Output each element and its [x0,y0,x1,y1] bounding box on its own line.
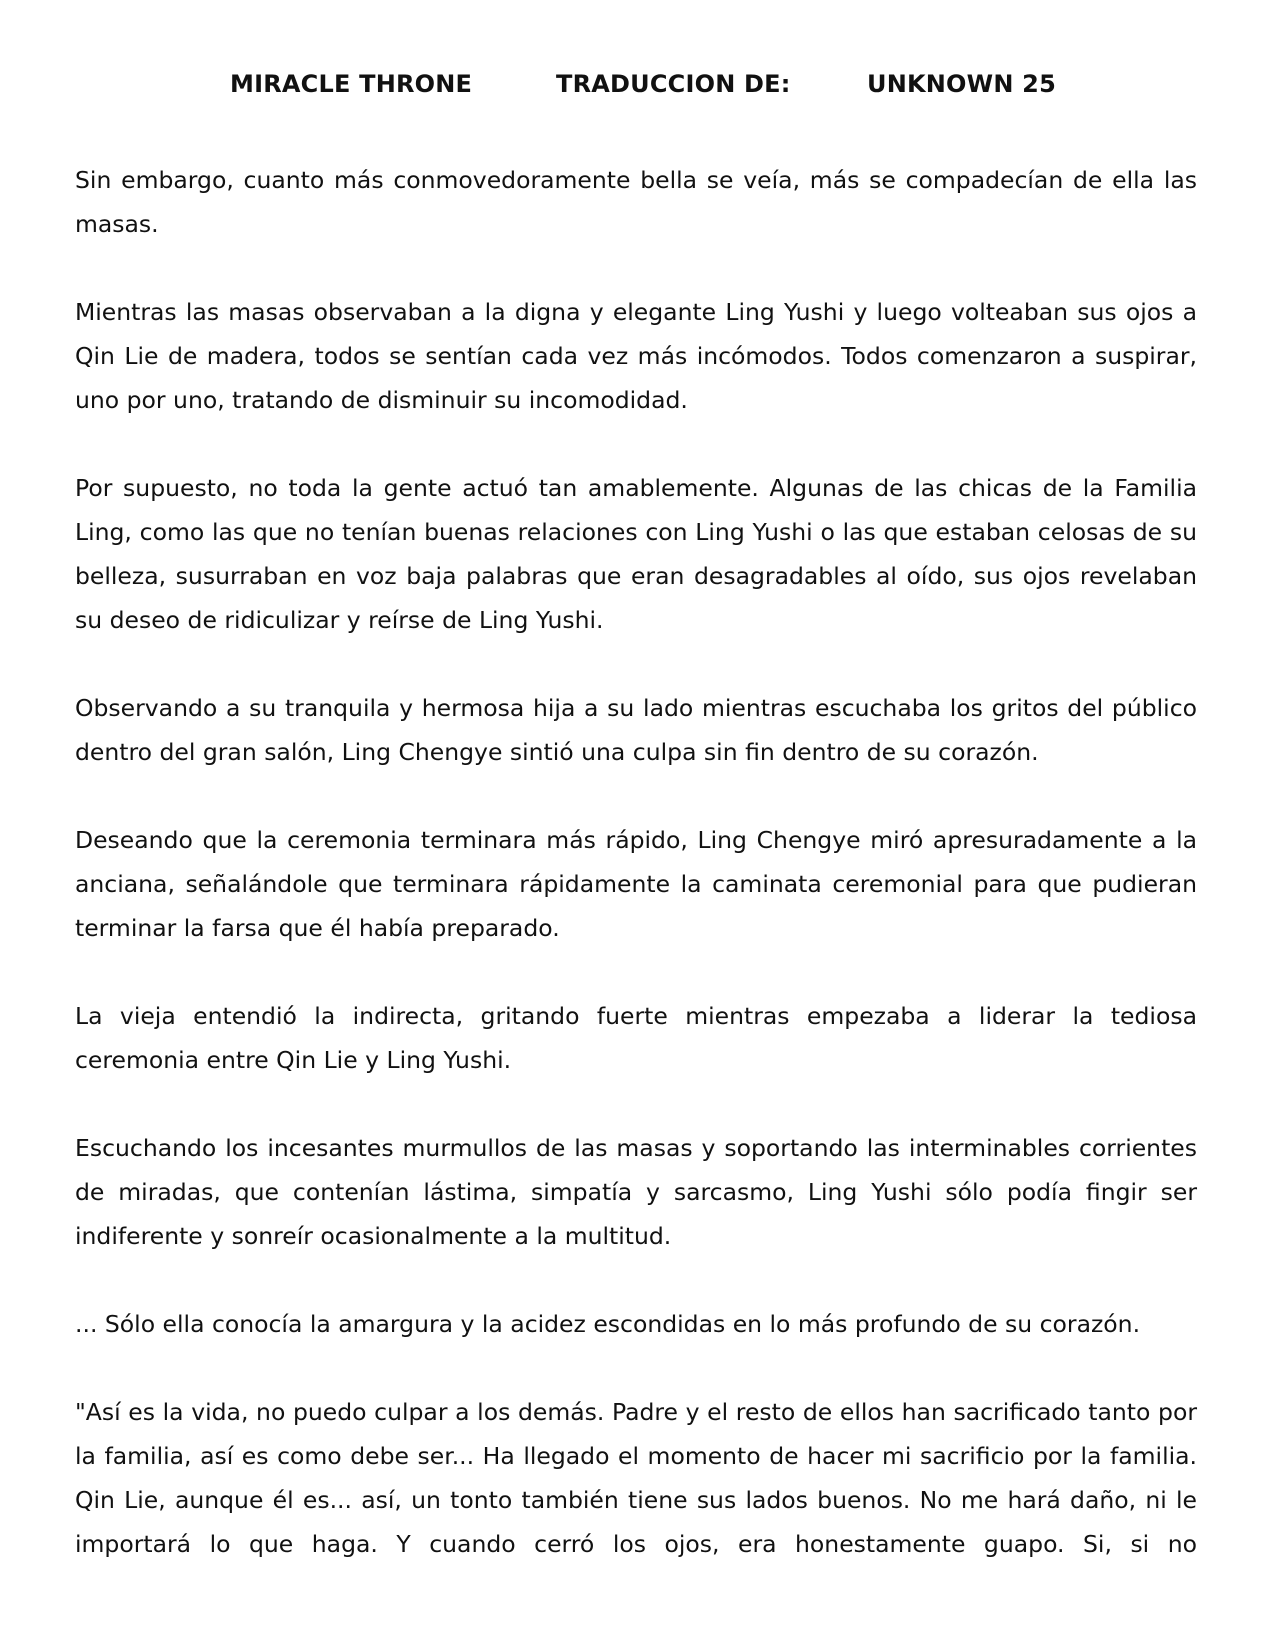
paragraph: ... Sólo ella conocía la amargura y la acidez escondidas en lo más profundo de su corazón. [75,1310,1141,1338]
paragraph: "Así es la vida, no puedo culpar a los demás. Padre y el resto de ellos han sacrificado tanto por la familia, así es como debe ser... Ha llegado el momento de hacer mi sacrificio por la familia. Qin Lie, aunque él es... así, un tonto también tiene sus lados buenos. No me hará daño, ni le importará lo que haga. Y cuando cerró los ojos, era honestamente guapo. Si, si no [75,1398,1197,1558]
translation-label: TRADUCCION DE: [556,70,791,98]
paragraph: La vieja entendió la indirecta, gritando fuerte mientras empezaba a liderar la tediosa ceremonia entre Qin Lie y Ling Yushi. [75,1002,1197,1074]
document-body [75,158,1197,1566]
translator-name: UNKNOWN 25 [867,70,1056,98]
paragraph: Escuchando los incesantes murmullos de las masas y soportando las interminables corrientes de miradas, que contenían lástima, simpatía y sarcasmo, Ling Yushi sólo podía fingir ser indiferente y sonreír ocasionalmente a la multitud. [75,1134,1197,1250]
paragraph: Sin embargo, cuanto más conmovedoramente bella se veía, más se compadecían de ella las masas. [75,166,1197,238]
page-header [0,70,1275,110]
paragraph: Observando a su tranquila y hermosa hija a su lado mientras escuchaba los gritos del público dentro del gran salón, Ling Chengye sintió una culpa sin fin dentro de su corazón. [75,694,1197,766]
paragraph: Por supuesto, no toda la gente actuó tan amablemente. Algunas de las chicas de la Familia Ling, como las que no tenían buenas relaciones con Ling Yushi o las que estaban celosas de su belleza, susurraban en voz baja palabras que eran desagradables al oído, sus ojos revelaban su deseo de ridiculizar y reírse de Ling Yushi. [75,474,1197,634]
paragraph: Mientras las masas observaban a la digna y elegante Ling Yushi y luego volteaban sus ojos a Qin Lie de madera, todos se sentían cada vez más incómodos. Todos comenzaron a suspirar, uno por uno, tratando de disminuir su incomodidad. [75,298,1197,414]
paragraph: Deseando que la ceremonia terminara más rápido, Ling Chengye miró apresuradamente a la anciana, señalándole que terminara rápidamente la caminata ceremonial para que pudieran terminar la farsa que él había preparado. [75,826,1197,942]
book-title: MIRACLE THRONE [230,70,473,98]
